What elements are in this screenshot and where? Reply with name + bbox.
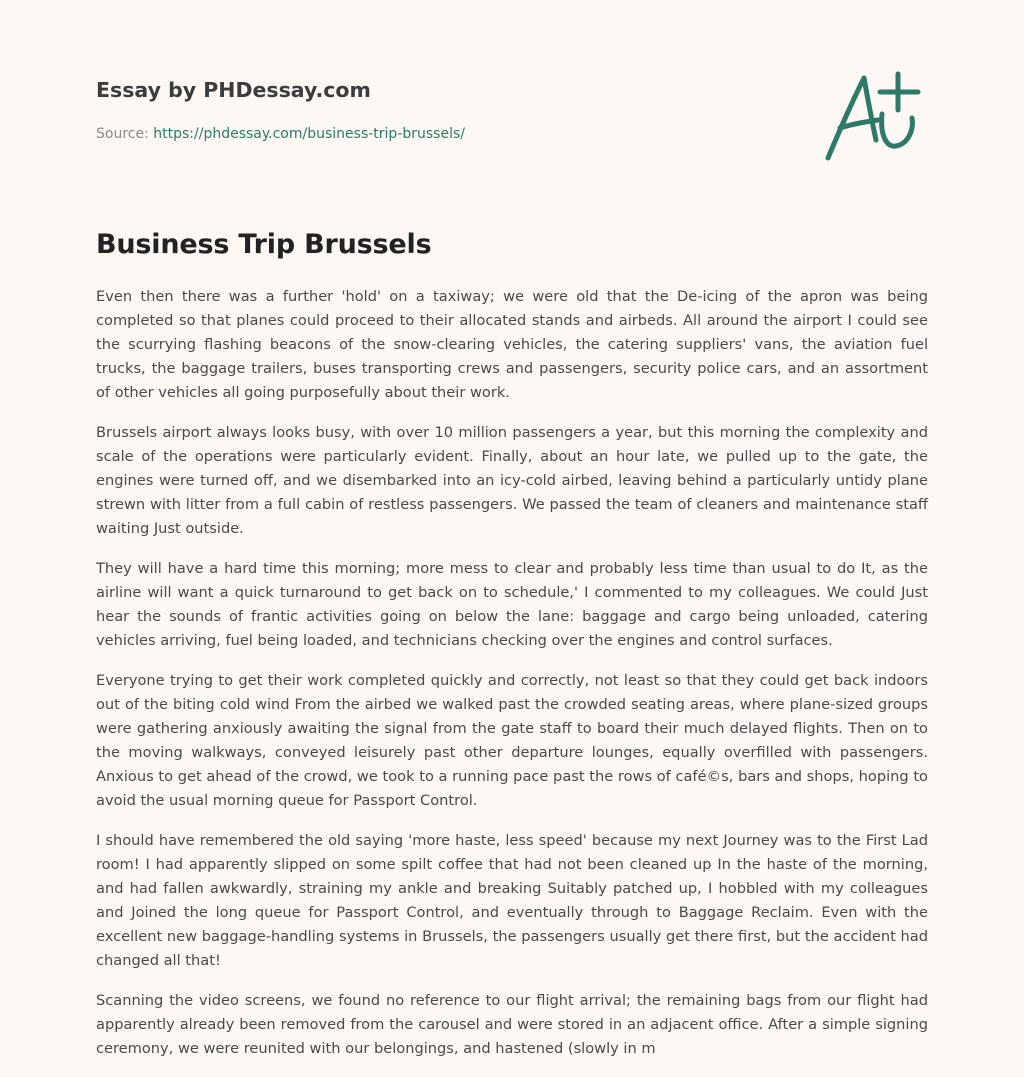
essay-paragraph: Brussels airport always looks busy, with over 10 million passengers a year, but this morning the complexity and scale of the operations were particularly evident. Finally, about an hour late, we pulled up to the gate, the engines were turned off, and we disembarked into an icy-cold airbed, leaving behind a particularly untidy plane strewn with litter from a full cabin of restless passengers. We passed the team of cleaners and maintenance staff waiting Just outside. [96,424,928,537]
essay-paragraph: Scanning the video screens, we found no reference to our flight arrival; the remaining bags from our flight had apparently already been removed from the carousel and were stored in an adjacent office. After a simple signing ceremony, we were reunited with our belongings, and hastened (slowly in m [96,992,928,1057]
essay-body [96,285,928,1077]
essay-paragraph: They will have a hard time this morning; more mess to clear and probably less time than usual to do It, as the airline will want a quick turnaround to get back on to schedule,' I commented to my colleagues. We could Just hear the sounds of frantic activities going on below the lane: baggage and cargo being unloaded, catering vehicles arriving, fuel being loaded, and technicians checking over the engines and control surfaces. [96,560,928,649]
source-link[interactable]: https://phdessay.com/business-trip-brussels/ [153,126,465,142]
a-plus-grade-icon [824,70,922,162]
essay-paragraph: Even then there was a further 'hold' on a taxiway; we were old that the De-icing of the apron was being completed so that planes could proceed to their allocated stands and airbeds. All around the airport I could see the scurrying flashing beacons of the snow-clearing vehicles, the catering suppliers' vans, the aviation fuel trucks, the baggage trailers, buses transporting crews and passengers, security police cars, and an assortment of other vehicles all going purposefully about their work. [96,288,928,401]
page-header [96,0,928,200]
essay-paragraph: Everyone trying to get their work completed quickly and correctly, not least so that they could get back indoors out of the biting cold wind From the airbed we walked past the crowded seating areas, where plane-sized groups were gathering anxiously awaiting the signal from the gate staff to board their much delayed flights. Then on to the moving walkways, conveyed leisurely past other departure lounges, equally overfilled with passengers. Anxious to get ahead of the crowd, we took to a running pace past the rows of café©s, bars and shops, hoping to avoid the usual morning queue for Passport Control. [96,672,928,809]
essay-title: Business Trip Brussels [96,229,432,260]
source-label: Source: [96,126,154,142]
essay-page [96,0,928,1057]
essay-paragraph: I should have remembered the old saying 'more haste, less speed' because my next Journey was to the First Lad room! I had apparently slipped on some spilt coffee that had not been cleaned up In the haste of the morning, and had fallen awkwardly, straining my ankle and breaking Suitably patched up, I hobbled with my colleagues and Joined the long queue for Passport Control, and eventually through to Baggage Reclaim. Even with the excellent new baggage-handling systems in Brussels, the passengers usually get there first, but the accident had changed all that! [96,832,928,969]
source-line [96,124,465,144]
brand-title: Essay by PHDessay.com [96,78,371,102]
